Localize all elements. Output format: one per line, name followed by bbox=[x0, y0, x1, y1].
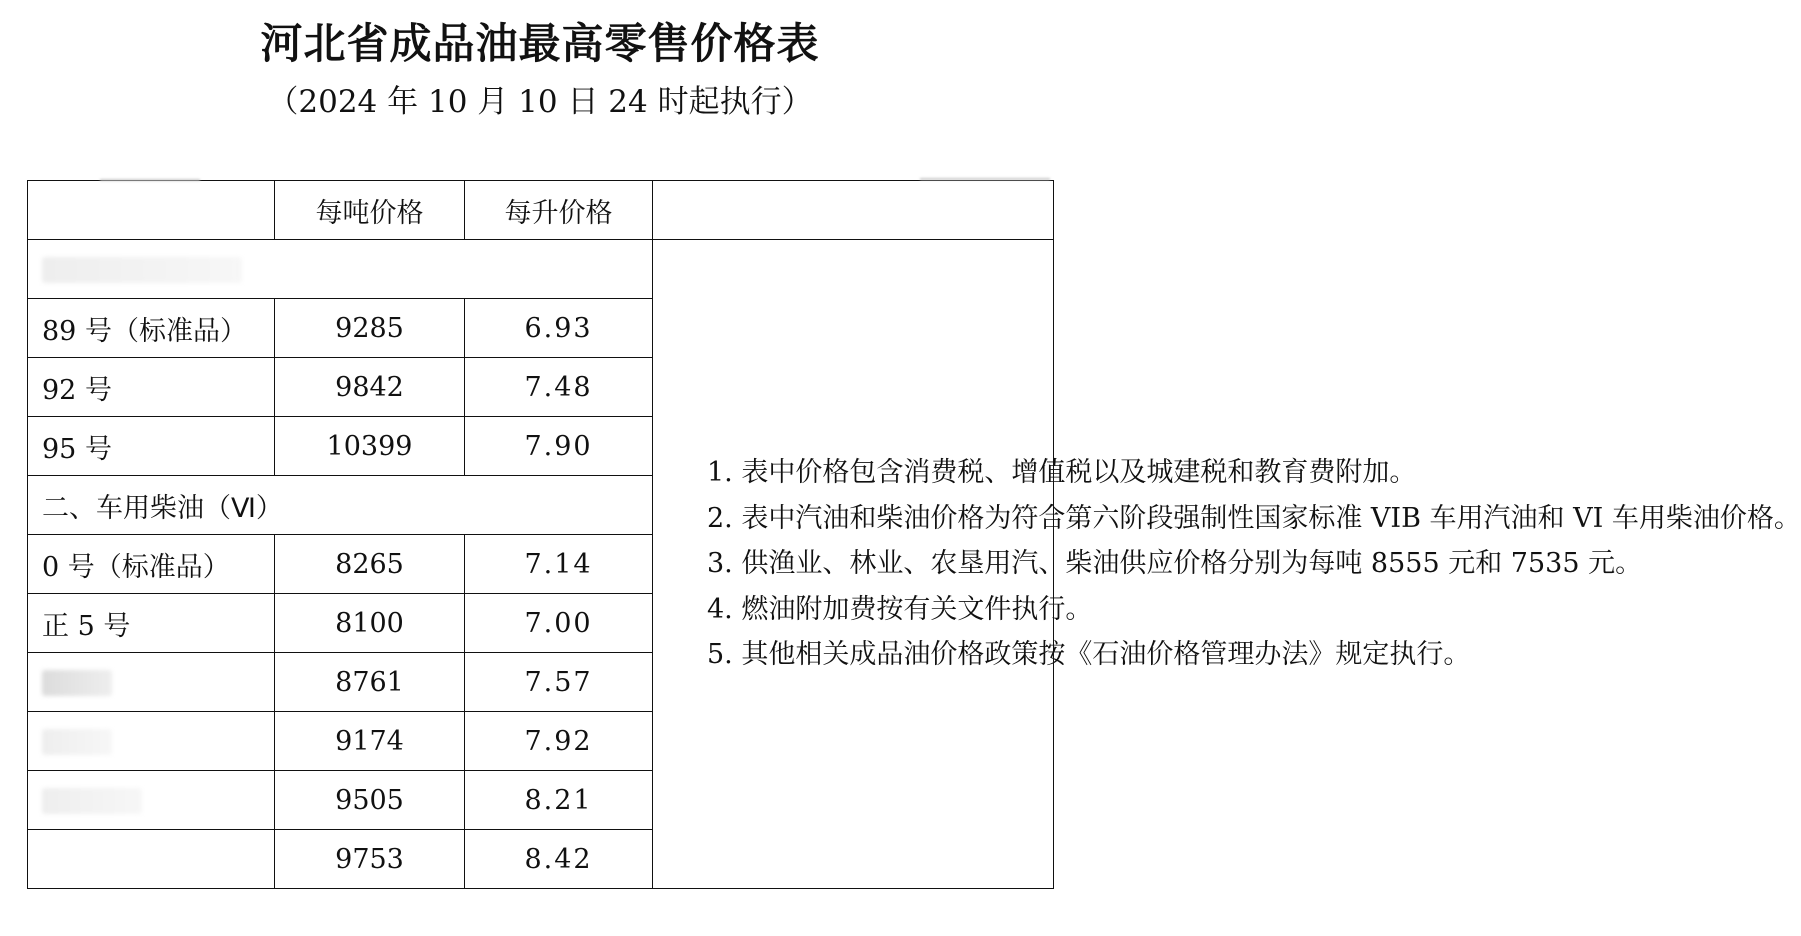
price-per-liter: 8.21 bbox=[465, 771, 653, 830]
product-name bbox=[28, 771, 275, 830]
document-subtitle: （2024 年 10 月 10 日 24 时起执行） bbox=[267, 84, 813, 120]
price-per-ton: 9285 bbox=[275, 299, 465, 358]
scan-smudge bbox=[100, 179, 200, 181]
product-name: 95 号 bbox=[28, 417, 275, 476]
document-title: 河北省成品油最高零售价格表 bbox=[260, 19, 820, 68]
note-item: 4. 燃油附加费按有关文件执行。 bbox=[707, 593, 1093, 625]
price-per-liter: 7.00 bbox=[465, 594, 653, 653]
header-row bbox=[28, 181, 1054, 240]
gasoline-section-label bbox=[28, 240, 653, 299]
blurred-label bbox=[42, 670, 112, 696]
gasoline-section-row bbox=[28, 240, 1054, 299]
product-name bbox=[28, 712, 275, 771]
price-per-ton: 9505 bbox=[275, 771, 465, 830]
diesel-section-label: 二、车用柴油（Ⅵ） bbox=[28, 476, 653, 535]
price-per-liter: 7.90 bbox=[465, 417, 653, 476]
price-per-liter: 7.57 bbox=[465, 653, 653, 712]
product-name bbox=[28, 830, 275, 889]
product-name bbox=[28, 653, 275, 712]
price-per-ton: 8100 bbox=[275, 594, 465, 653]
price-per-ton: 10399 bbox=[275, 417, 465, 476]
header-notes-cell bbox=[653, 181, 1054, 240]
product-name: 正 5 号 bbox=[28, 594, 275, 653]
price-per-ton: 9753 bbox=[275, 830, 465, 889]
note-item: 5. 其他相关成品油价格政策按《石油价格管理办法》规定执行。 bbox=[707, 639, 1471, 671]
notes-cell bbox=[653, 240, 1801, 889]
note-item: 2. 表中汽油和柴油价格为符合第六阶段强制性国家标准 VIB 车用汽油和 VI 车用柴油价格。 bbox=[707, 502, 1801, 534]
price-per-ton: 8761 bbox=[275, 653, 465, 712]
product-name: 92 号 bbox=[28, 358, 275, 417]
header-per-ton: 每吨价格 bbox=[275, 181, 465, 240]
header-per-liter: 每升价格 bbox=[465, 181, 653, 240]
product-name: 0 号（标准品） bbox=[28, 535, 275, 594]
header-name-cell bbox=[28, 181, 275, 240]
price-per-ton: 9842 bbox=[275, 358, 465, 417]
note-item: 1. 表中价格包含消费税、增值税以及城建税和教育费附加。 bbox=[707, 457, 1417, 489]
price-table bbox=[27, 180, 1801, 889]
price-per-liter: 7.48 bbox=[465, 358, 653, 417]
blurred-label bbox=[42, 257, 242, 283]
price-per-ton: 9174 bbox=[275, 712, 465, 771]
price-per-liter: 6.93 bbox=[465, 299, 653, 358]
product-name: 89 号（标准品） bbox=[28, 299, 275, 358]
scan-smudge bbox=[920, 178, 1050, 180]
note-item: 3. 供渔业、林业、农垦用汽、柴油供应价格分别为每吨 8555 元和 7535 元。 bbox=[707, 548, 1643, 580]
price-per-liter: 7.14 bbox=[465, 535, 653, 594]
blurred-label bbox=[42, 788, 142, 814]
price-per-ton: 8265 bbox=[275, 535, 465, 594]
price-per-liter: 8.42 bbox=[465, 830, 653, 889]
price-per-liter: 7.92 bbox=[465, 712, 653, 771]
blurred-label bbox=[42, 729, 112, 755]
